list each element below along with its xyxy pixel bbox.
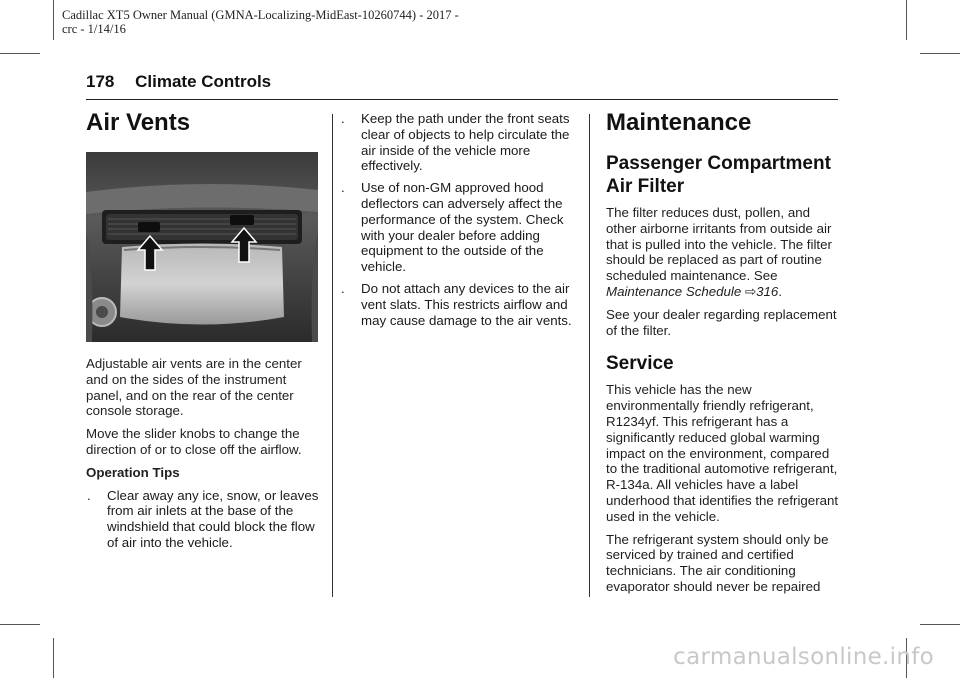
section-title-air-vents: Air Vents (86, 109, 191, 136)
air-filter-heading: Passenger Compartment Air Filter (606, 153, 831, 197)
crop-mark (920, 53, 960, 54)
operation-tips-list-continued (340, 111, 580, 328)
list-item (86, 488, 322, 551)
page-reference[interactable]: 316 (756, 283, 779, 299)
air-vents-photo (86, 152, 318, 342)
document-meta (62, 8, 582, 36)
crop-mark (920, 624, 960, 625)
air-vents-description: Adjustable air vents are in the center and on the sides of the instrument panel, and on the rear of the center console storage. (86, 356, 302, 419)
column-3 (606, 108, 842, 595)
section-title-maintenance: Maintenance (606, 109, 752, 136)
list-item (340, 111, 580, 174)
service-refrigerant-description: This vehicle has the new environmentally friendly refrigerant, R1234yf. This refrigerant has a significantly reduced global warming impact on the environment, compared to the traditional automotive refrigerant, R-134a. All vehicles have a label underhood that identifies the refrigerant used in the vehicle. (606, 382, 839, 524)
filter-dealer-note: See your dealer regarding replacement of the filter. (606, 306, 837, 338)
column-1 (86, 108, 322, 556)
list-item-text: Do not attach any devices to the air vent slats. This restricts airflow and may cause damage to the air vents. (361, 280, 572, 328)
list-item-text: Use of non-GM approved hood deflectors can adversely affect the performance of the system. Check with your dealer before adding equipment to the outside of the vehicle. (361, 180, 564, 275)
maintenance-schedule-link[interactable]: Maintenance Schedule (606, 283, 742, 299)
operation-tips-heading: Operation Tips (86, 464, 180, 480)
list-item-text: Keep the path under the front seats clear of objects to help circulate the air inside of the vehicle more effectively. (361, 111, 570, 174)
document-meta-line2: crc - 1/14/16 (62, 22, 126, 36)
page-ref-icon: ⇨ (744, 283, 757, 299)
watermark: carmanualsonline.info (673, 644, 934, 670)
air-filter-description (606, 205, 842, 300)
bullet-mark: . (87, 487, 91, 503)
crop-mark (0, 624, 40, 625)
list-item (340, 281, 580, 328)
list-item (340, 180, 580, 275)
slider-knobs-description: Move the slider knobs to change the direction of or to close off the airflow. (86, 426, 302, 457)
chapter-title: Climate Controls (135, 72, 272, 91)
bullet-mark: . (341, 180, 345, 196)
air-filter-text: The filter reduces dust, pollen, and other airborne irritants from outside air that is pulled into the vehicle. The filter should be replaced as part of routine scheduled maintenance. See (606, 205, 832, 284)
crop-mark (0, 53, 40, 54)
page-header (86, 72, 271, 92)
sentence-end: . (778, 283, 783, 299)
crop-mark (906, 0, 907, 40)
bullet-mark: . (341, 111, 345, 126)
operation-tips-list (86, 488, 322, 551)
list-item-text: Clear away any ice, snow, or leaves from air inlets at the base of the windshield that could block the flow of air into the vehicle. (107, 487, 319, 550)
crop-mark (53, 0, 54, 40)
column-divider (589, 114, 590, 597)
header-rule (86, 99, 838, 100)
column-2 (340, 111, 580, 333)
page-number: 178 (86, 72, 115, 91)
column-divider (332, 114, 333, 597)
service-heading: Service (606, 353, 674, 375)
bullet-mark: . (341, 280, 345, 296)
service-technicians-note: The refrigerant system should only be serviced by trained and certified technicians. The air conditioning evaporator should never be repaired (606, 531, 829, 594)
document-meta-line1: Cadillac XT5 Owner Manual (GMNA-Localizing-MidEast-10260744) - 2017 - (62, 8, 459, 22)
crop-mark (53, 638, 54, 678)
